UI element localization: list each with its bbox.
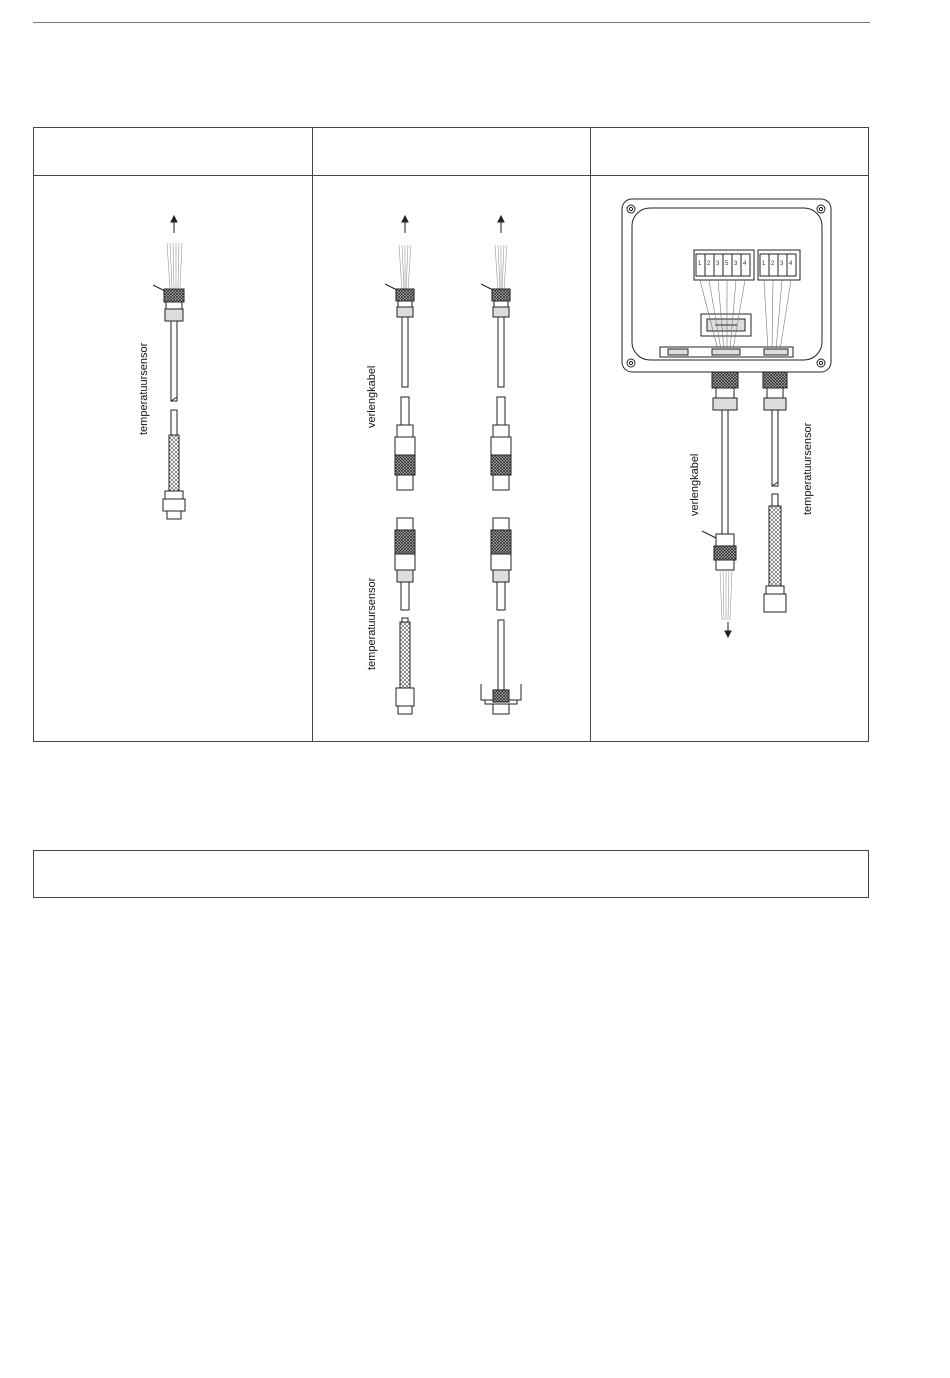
right-extension-cable <box>702 372 738 637</box>
right-temperature-sensor-cable <box>763 372 787 612</box>
terminal-6-number: 4 <box>743 261 747 267</box>
arrow-up-icon <box>498 216 504 233</box>
cable-gland <box>164 289 184 321</box>
middle-temperature-sensor-label: temperatuursensor <box>366 577 378 670</box>
arrow-up-icon <box>402 216 408 233</box>
right-temperature-sensor-label: temperatuursensor <box>802 422 814 515</box>
terminal-b4-number: 4 <box>789 261 793 267</box>
arrow-down-icon <box>725 622 731 637</box>
middle-cable-b <box>481 216 521 714</box>
terminal-b3-number: 3 <box>780 261 784 267</box>
terminal-3-number: 3 <box>716 261 720 267</box>
middle-extension-cable-label: verlengkabel <box>366 365 378 428</box>
terminal-b1-number: 1 <box>762 261 766 267</box>
right-extension-cable-label: verlengkabel <box>689 453 701 516</box>
wire-strands <box>167 243 182 288</box>
terminal-1-number: 1 <box>698 261 702 267</box>
terminal-2-number: 2 <box>707 261 711 267</box>
middle-cable-a <box>385 216 415 714</box>
terminal-4-number: 5 <box>725 261 729 267</box>
arrow-up-icon <box>171 216 177 233</box>
panel-middle-drawing <box>385 216 521 714</box>
panel-left-drawing <box>153 216 185 519</box>
terminal-5-number: 3 <box>734 261 738 267</box>
terminal-b2-number: 2 <box>771 261 775 267</box>
junction-box <box>622 199 831 372</box>
left-temperature-sensor-label: temperatuursensor <box>138 342 150 435</box>
